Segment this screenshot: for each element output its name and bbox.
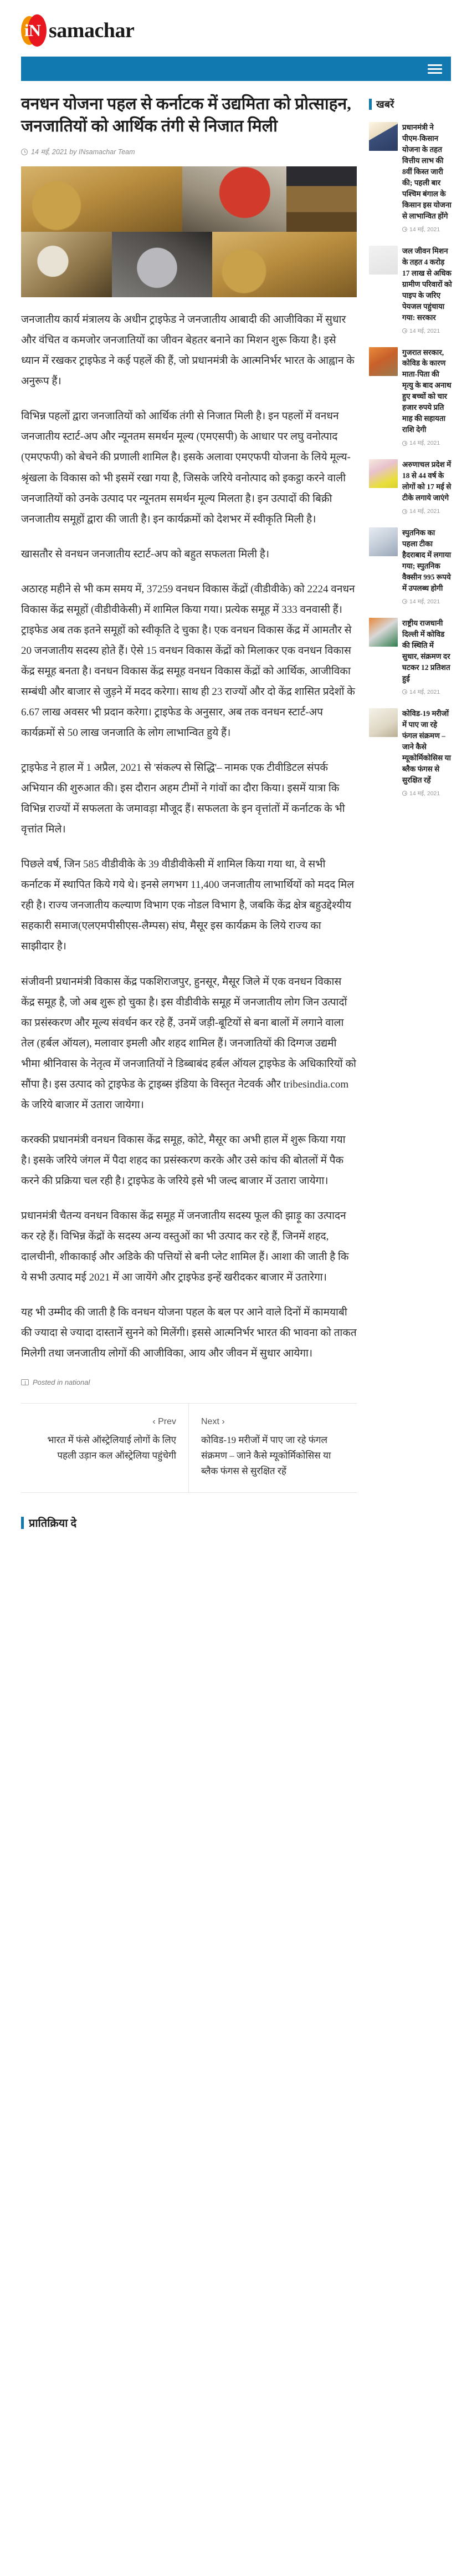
news-thumbnail <box>369 246 398 275</box>
news-date-text: 14 मई, 2021 <box>409 790 440 797</box>
list-item[interactable] <box>369 708 452 797</box>
list-item[interactable] <box>369 459 452 515</box>
article-paragraph: संजीवनी प्रधानमंत्री विकास केंद्र पकशिराजपुर, हुनसूर, मैसूर जिले में एक वनधन विकास केंद्र समूह है, जो अब शुरू हो चुका है। इस वीडीवीके समूह में जनजातीय लोग जिन उत्पादों का प्रसंस्करण और मूल्य संवर्धन कर रहे हैं, उनमें जड़ी-बूटियों से बना बालों में लगाने वाला तेल (हर्बल ऑयल), मलावार इमली और शहद शामिल हैं। जनजातियों की दिग्गज उद्यमी भीमा श्रीनिवास के नेतृत्व में जनजातियों ने डिब्बाबंद हर्बल ऑयल ट्राइफेड के अधिकारियों को सौंपा है। इस उत्पाद को ट्राइफेड के ट्राइब्स इंडिया के विस्तृत नेटवर्क और tribesindia.com के जरिये बाजार में उतारा जायेगा। <box>21 975 356 1111</box>
news-date-text: 14 मई, 2021 <box>409 327 440 334</box>
news-date <box>402 688 452 696</box>
post-navigation <box>21 1403 357 1493</box>
hamburger-menu-icon[interactable] <box>428 62 442 76</box>
news-title: कोविड-19 मरीजों में पाए जा रहे फंगल संक्रमण – जाने कैसे म्यूकोर्मिकोसिस या ब्लैक फंगस से सुरक्षित रहें <box>402 709 451 784</box>
accent-bar <box>369 99 372 110</box>
category-icon <box>21 1379 29 1385</box>
article-paragraph: ट्राइफेड ने हाल में 1 अप्रैल, 2021 से 'संकल्प से सिद्धि'– नामक एक टीवीडिटल संपर्क अभियान की शुरुआत की। इस दौरान अहम टीमों ने गांवों का दौरा किया। इसमें यात्रा कि विभिन्न राज्यों में सफलता के जमावड़ा मौजूद हैं। सफलता के इन वृत्तांतों में कर्नाटक के भी वृत्तांत मिले। <box>21 762 345 836</box>
hero-tile <box>286 166 357 232</box>
logo-prefix: iN <box>24 21 40 40</box>
article-paragraph: पिछले वर्ष, जिन 585 वीडीवीके के 39 वीडीवीकेसी में शामिल किया गया था, वे सभी कर्नाटक में स्थापित किये गये थे। इनसे लगभग 11,400 जनजातीय लाभार्थियों को मदद मिल रही है। राज्य जनजातीय कल्याण विभाग एक नोडल विभाग है, जबकि केंद्र क्षेत्र बहुउद्देश्यीय सहकारी समाज(एलएमपीसीएस-लैम्पस) संघ, मैसूर इस कार्यक्रम के लिये राज्य का साझीदार है। <box>21 858 355 953</box>
news-thumbnail <box>369 459 398 488</box>
hero-tile <box>21 232 112 297</box>
news-date <box>402 327 452 335</box>
article-paragraph: अठारह महीने से भी कम समय में, 37259 वनधन विकास केंद्रों (वीडीवीके) को 2224 वनधन विकास केंद्र समूहों (वीडीवीकेसी) में शामिल किया गया। प्रत्येक समूह में 333 वनवासी हैं। ट्राइफेड अब तक इतने समूहों को स्वीकृति दे चुका है। एक वनधन विकास केंद्र में आमतौर से 20 जनजातीय सदस्य होते हैं। ऐसे 15 वनधन विकास केंद्रों को मिलाकर एक वनधन विकास केंद्र समूह बनता है। वनधन विकास केंद्र समूह वनधन विकास केंद्रों को आर्थिक, आजीविका सम्बंधी और बाजार से जुड़ने में मदद करेगा। साथ ही 23 राज्यों और दो केंद्र शासित प्रदेशों के 6.67 लाख अवसर भी प्रदान करेगा। ट्राइफेड के अनुसार, अब तक वनधन स्टार्ट-अप कार्यक्रमों से 50 लाख जनजाति के लोग लाभान्वित हुये हैं। <box>21 583 355 739</box>
news-title: राष्ट्रीय राजधानी दिल्ली में कोविड की स्थिति में सुधार, संक्रमण दर घटकर 12 प्रतिशत हुई <box>402 618 450 683</box>
news-thumbnail <box>369 708 398 737</box>
logo-mark-icon <box>21 14 50 47</box>
news-thumbnail <box>369 618 398 647</box>
next-label: Next › <box>201 1417 225 1427</box>
clock-icon <box>402 328 407 333</box>
article-paragraph: विभिन्न पहलों द्वारा जनजातियों को आर्थिक तंगी से निजात मिली है। इन पहलों में वनधन जनजातीय स्टार्ट-अप और न्यूनतम समर्थन मूल्य (एमएसपी) के आधार पर लघु वनोत्पाद (एमएफपी) को बेचने की प्रणाली शामिल है। इसके अलावा एमएफपी योजना के लिये मूल्य-श्रृंखला के विकास को भी इसमें रखा गया है, जिसके जरिये वनोत्पाद को इकट्ठा करने वाली जनजातियों को उनके उत्पाद पर न्यूनतम समर्थन मूल्य मिलता है। इन उत्पादों की बिक्री जनजातीय समूहों द्वारा की जाती है। इन कार्यक्रमों को देशभर में स्वीकृति मिली है। <box>21 410 351 525</box>
news-date <box>402 598 452 606</box>
list-item[interactable] <box>369 122 452 233</box>
article-hero-image <box>21 166 357 297</box>
article-body <box>21 309 357 1364</box>
list-item[interactable] <box>369 527 452 606</box>
hero-tile <box>112 232 213 297</box>
article-paragraph: खासतौर से वनधन जनजातीय स्टार्ट-अप को बहुत सफलता मिली है। <box>21 548 270 560</box>
news-date-text: 14 मई, 2021 <box>409 688 440 695</box>
prev-post-link[interactable] <box>21 1404 189 1492</box>
accent-bar <box>21 1517 24 1529</box>
clock-icon <box>402 599 407 604</box>
clock-icon <box>402 791 407 796</box>
news-date <box>402 439 452 447</box>
news-title: जल जीवन मिशन के तहत 4 करोड़ 17 लाख से अधिक ग्रामीण परिवारों को पाइप के जरिए पेयजल पहुंचाया गया: सरकार <box>402 246 452 322</box>
article-byline <box>21 147 357 156</box>
news-date <box>402 226 452 233</box>
clock-icon <box>21 149 28 155</box>
byline-text: 14 मई, 2021 by INsamachar Team <box>31 148 135 156</box>
list-item[interactable] <box>369 618 452 696</box>
article-paragraph: प्रधानमंत्री चैतन्य वनधन विकास केंद्र समूह में जनजातीय सदस्य फूल की झाड़ू का उत्पादन कर रहे हैं। विभिन्न केंद्रों के सदस्य अन्य वस्तुओं का भी उत्पाद कर रहे हैं, जिनमें शहद, दालचीनी, शीकाकाई और अडिके की पत्तियों से बनी प्लेट शामिल हैं। आशा की जाती है कि ये सभी उत्पाद मई 2021 में आ जायेंगे और ट्राइफेड इन्हें खरीदकर बाजार में उतारेगा। <box>21 1210 349 1284</box>
clock-icon <box>402 227 407 232</box>
news-thumbnail <box>369 122 398 151</box>
article-paragraph: करक्की प्रधानमंत्री वनधन विकास केंद्र समूह, कोटे, मैसूर का अभी हाल में शुरू किया गया है। इसके जरिये जंगल में पैदा शहद का प्रसंस्करण करके और उसे कांच की बोतलों में पैक करने की प्रक्रिया चल रही है। ट्राइफेड के जरिये इसे भी जल्द बाजार में उतारा जायेगा। <box>21 1134 346 1187</box>
news-date <box>402 790 452 797</box>
news-date-text: 14 मई, 2021 <box>409 598 440 605</box>
news-thumbnail <box>369 347 398 376</box>
news-date-text: 14 मई, 2021 <box>409 508 440 515</box>
clock-icon <box>402 689 407 694</box>
main-content <box>21 93 357 1538</box>
sidebar-heading-text: खबरें <box>376 99 394 110</box>
site-logo[interactable] <box>21 14 472 47</box>
comments-heading <box>21 1515 357 1530</box>
article-paragraph: जनजातीय कार्य मंत्रालय के अधीन ट्राइफेड ने जनजातीय आबादी की आजीविका में सुधार और वंचित व कमजोर जनजातियों का जीवन बेहतर बनाने का मिशन शुरू किया है। इसे ध्यान में रखकर ट्राइफेड ने कई पहलें की हैं, जो प्रधानमंत्री के आत्मनिर्भर भारत के आह्वान के अनुरूप हैं। <box>21 314 355 388</box>
prev-label: ‹ Prev <box>152 1417 176 1427</box>
news-title: स्पुतनिक का पहला टीका हैदराबाद में लगाया गया; स्पुतनिक वैक्सीन 995 रूपये में उपलब्ध होगी <box>402 529 452 592</box>
hero-tile <box>21 166 182 232</box>
hero-tile <box>212 232 357 297</box>
sidebar-heading <box>369 98 452 111</box>
news-thumbnail <box>369 527 398 556</box>
news-title: गुजरात सरकार, कोविड के कारण माता-पिता की मृत्यु के बाद अनाथ हुए बच्चों को चार हजार रुपये प्रति माह की सहायता राशि देगी <box>402 348 452 434</box>
hero-tile <box>182 166 286 232</box>
news-date-text: 14 मई, 2021 <box>409 440 440 447</box>
posted-in-category[interactable] <box>21 1378 357 1386</box>
page-title: वनधन योजना पहल से कर्नाटक में उद्यमिता को प्रोत्साहन, जनजातियों को आर्थिक तंगी से निजात मिली <box>21 95 351 135</box>
sidebar-news <box>369 93 452 1538</box>
news-title: अरुणाचल प्रदेश में 18 से 44 वर्ष के लोगों को 17 मई से टीके लगाये जाएंगे <box>402 460 452 502</box>
page-wrapper <box>0 81 472 1538</box>
prev-post-title: भारत में फंसे ऑस्ट्रेलियाई लोगों के लिए पहली उड़ान कल ऑस्ट्रेलिया पहुंचेगी <box>47 1435 176 1461</box>
article-paragraph: यह भी उम्मीद की जाती है कि वनधन योजना पहल के बल पर आने वाले दिनों में कामयाबी की ज्यादा से ज्यादा दास्तानें सुनने को मिलेंगी। इससे आत्मनिर्भर भारत की भावना को ताकत मिलेगी तथा जनजातीय लोगों की आजीविका, आय और जीवन में सुधार आयेगा। <box>21 1307 357 1360</box>
main-navbar <box>21 57 451 81</box>
next-post-title: कोविड-19 मरीजों में पाए जा रहे फंगल संक्रमण – जाने कैसे म्यूकोर्मिकोसिस या ब्लैक फंगस से सुरक्षित रहें <box>201 1435 331 1477</box>
comments-heading-text: प्रातिक्रिया दे <box>29 1517 77 1530</box>
news-date <box>402 507 452 515</box>
news-title: प्रधानमंत्री ने पीएम-किसान योजना के तहत वित्तीय लाभ की 8वीं किस्त जारी की; पहली बार पश्चिम बंगाल के किसान इस योजना से लाभान्वित होंगे <box>402 123 452 220</box>
list-item[interactable] <box>369 347 452 448</box>
posted-in-label: Posted in national <box>33 1378 90 1387</box>
next-post-link[interactable] <box>189 1404 357 1492</box>
list-item[interactable] <box>369 246 452 335</box>
news-date-text: 14 मई, 2021 <box>409 226 440 233</box>
site-masthead <box>0 0 472 57</box>
clock-icon <box>402 441 407 446</box>
logo-wordmark: samachar <box>49 19 135 42</box>
clock-icon <box>402 509 407 514</box>
